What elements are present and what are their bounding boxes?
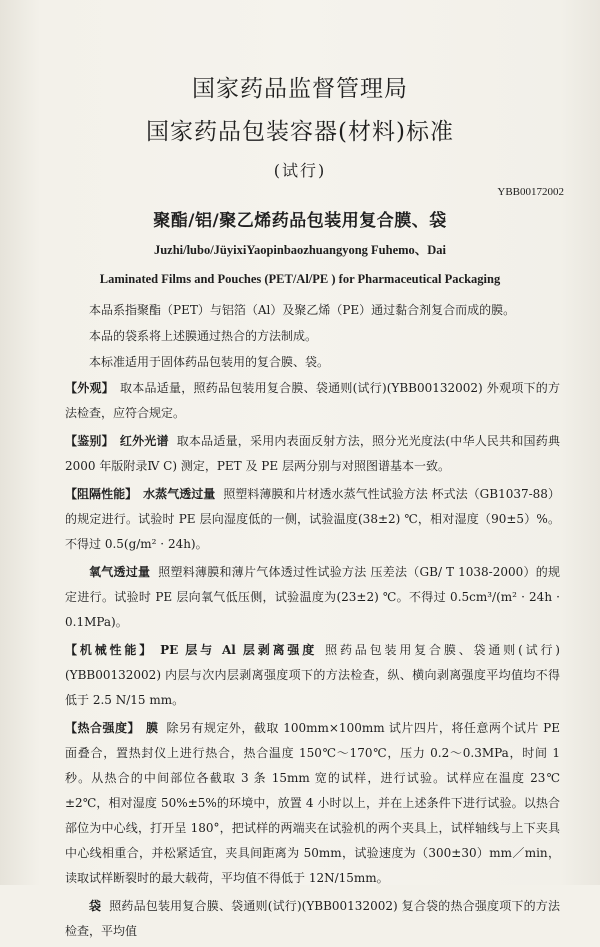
section-label: 氧气透过量 (89, 565, 151, 579)
section-heading: 【机械性能】 (65, 643, 155, 657)
section-pouch (65, 894, 560, 944)
standard-title: 国家药品包装容器(材料)标准 (146, 119, 454, 145)
intro-line: 本标准适用于固体药品包装用的复合膜、袋。 (89, 355, 330, 369)
trial-label: (试行) (273, 161, 327, 180)
agency-title: 国家药品监督管理局 (192, 76, 408, 102)
section-text: 照药品包装用复合膜、袋通则(试行)(YBB00132002) 内层与次内层剥离强度项下的方法检查，纵、横向剥离强度平均值均不得低于 2.5 N/15 mm。 (65, 643, 560, 707)
section-text: 除另有规定外，截取 100mm×100mm 试片四片，将任意两个试片 PE 面叠合，置热封仪上进行热合，热合温度 150℃～170℃，压力 0.2～0.3MPa，时间 1 秒。从热合的中间部位各截取 3 条 15mm 宽的试样，进行试验。试样应在温度 23℃±2℃，相对湿度 50%±5%的环境中，放置 4 小时以上，并在上述条件下进行试验。以热合部位为中心线，打开呈 180°，把试样的两端夹在试验机的两个夹具上，试样轴线与上下夹具中心线相重合，并松紧适宜，夹具间距离为 50mm，试验速度为（300±30）mm／min，读取试样断裂时的最大载荷，平均值不得低于 12N/15mm。 (65, 721, 560, 885)
section-label: 红外光谱 (119, 434, 169, 448)
standard-code: YBB00172002 (497, 186, 564, 198)
intro (65, 298, 560, 375)
section-appearance (65, 376, 560, 426)
section-heading: 【阻隔性能】 (65, 487, 138, 501)
section-text: 取本品适量，采用内表面反射方法，照分光光度法(中华人民共和国药典 2000 年版附录Ⅳ C) 测定，PET 及 PE 层两分别与对照图谱基本一致。 (65, 434, 560, 473)
section-heading: 【热合强度】 (65, 721, 140, 735)
section-heading: 【外观】 (65, 381, 114, 395)
section-label: 膜 (145, 721, 159, 735)
section-text: 照塑料薄膜和片材透水蒸气性试验方法 杯式法（GB1037-88）的规定进行。试验时 PE 层向湿度低的一侧，试验温度(38±2) ℃，相对湿度（90±5）%。不得过 0.5(g/m² · 24h)。 (65, 487, 560, 551)
english-title: Laminated Films and Pouches (PET/Al/PE ) for Pharmaceutical Packaging (99, 272, 501, 286)
intro-line: 本品的袋系将上述膜通过热合的方法制成。 (89, 329, 318, 343)
intro-line: 本品系指聚酯（PET）与铝箔（Al）及聚乙烯（PE）通过黏合剂复合而成的膜。 (89, 303, 516, 317)
document-title: 聚酯/铝/聚乙烯药品包装用复合膜、袋 (153, 211, 447, 231)
section-mechanical (65, 638, 560, 713)
section-barrier (65, 482, 560, 557)
pinyin-title: Juzhi/lubo/JüyixiYaopinbaozhuangyong Fuhemo、Dai (153, 243, 447, 257)
section-heading: 【鉴别】 (65, 434, 114, 448)
section-identification (65, 429, 560, 479)
section-oxygen (65, 560, 560, 635)
section-label: 水蒸气透过量 (143, 487, 216, 501)
document-body (65, 298, 560, 947)
section-text: 取本品适量，照药品包装用复合膜、袋通则(试行)(YBB00132002) 外观项下的方法检查，应符合规定。 (65, 381, 560, 420)
section-text: 照塑料薄膜和薄片气体透过性试验方法 压差法（GB/ T 1038-2000）的规定进行。试验时 PE 层向氧气低压侧，试验温度为(23±2) ℃。不得过 0.5cm³/(m² · 24h · 0.1MPa)。 (65, 565, 560, 629)
section-text: 照药品包装用复合膜、袋通则(试行)(YBB00132002) 复合袋的热合强度项下的方法检查，平均值 (65, 899, 560, 938)
section-heat-seal (65, 716, 560, 891)
section-label: PE 层与 Al 层剥离强度 (160, 643, 318, 657)
section-label: 袋 (89, 899, 102, 913)
